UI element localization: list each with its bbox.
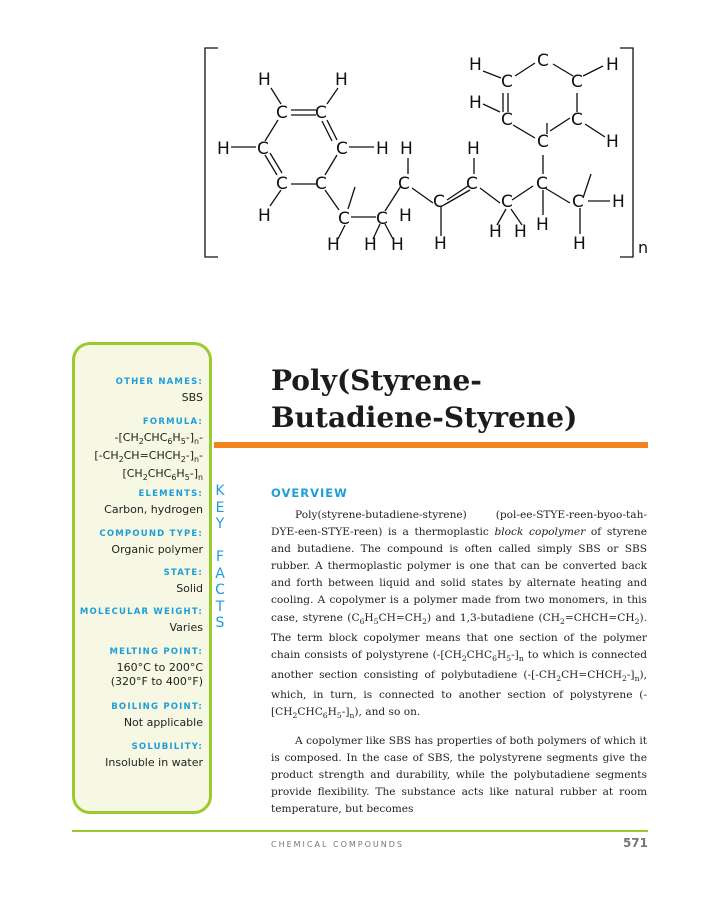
vertical-letter: A	[215, 565, 225, 582]
atom-h: H	[469, 93, 482, 113]
running-footer: CHEMICAL COMPOUNDS	[271, 840, 404, 849]
fact-label: OTHER NAMES:	[115, 377, 203, 387]
atom-c: C	[315, 103, 327, 123]
vertical-letter: K	[215, 483, 225, 499]
atom-h: H	[217, 139, 230, 159]
vertical-letter	[213, 533, 227, 550]
atom-c: C	[572, 192, 584, 212]
atom-h: H	[573, 234, 586, 254]
fact-value: Solid	[176, 582, 203, 595]
atom-c: C	[466, 174, 478, 194]
atom-h: H	[514, 222, 527, 242]
title-line: Poly(Styrene-	[271, 364, 482, 397]
vertical-letter: Y	[215, 516, 225, 532]
atom-h: H	[399, 206, 412, 226]
fact-compound-type	[71, 529, 203, 557]
atom-h: H	[469, 55, 482, 75]
body-paragraph: A copolymer like SBS has properties of both polymers of which it is composed. In the case of SBS, the polystyrene segments give the product strength and durability, while the polybutadiene segments provide flexibility. The substance acts like natural rubber at room temperature, but becomes	[271, 735, 647, 816]
fact-label: MOLECULAR WEIGHT:	[79, 607, 203, 617]
atom-c: C	[571, 72, 583, 92]
title-line: Butadiene-Styrene)	[271, 401, 578, 434]
melting-point-celsius: 160°C to 200°C	[116, 661, 203, 674]
fact-value: Carbon, hydrogen	[104, 503, 203, 516]
footer-divider	[72, 830, 648, 832]
vertical-letter: T	[215, 598, 225, 615]
structural-formula	[0, 0, 705, 280]
formula-line: $[-CH_2CH=CHCH_2-]_n-$	[94, 449, 203, 465]
vertical-letter: C	[215, 582, 225, 598]
fact-label: SOLUBILITY:	[131, 742, 203, 752]
fact-state	[71, 568, 203, 596]
atom-c: C	[433, 192, 445, 212]
atom-h: H	[327, 235, 340, 255]
formula-line: $[CH_2CHC_6H_5-]_n$	[122, 467, 203, 483]
fact-label: FORMULA:	[142, 417, 203, 427]
formula-value	[71, 431, 203, 486]
fact-other-names	[71, 377, 203, 405]
fact-formula	[71, 417, 203, 486]
fact-melting-point	[71, 647, 203, 689]
atom-c: C	[336, 139, 348, 159]
key-facts-sidebar	[72, 342, 212, 814]
atom-h: H	[606, 55, 619, 75]
atom-h: H	[467, 139, 480, 159]
atom-h: H	[536, 215, 549, 235]
body-paragraph: Poly(styrene-butadiene-styrene) (pol-ee-STYE-reen-byoo-tah-DYE-een-STYE-reen) is a thermoplastic block copolymer of styrene and butadiene. The compound is often called simply SBS or SBS rubber. A thermoplastic polymer is one that can be converted back and forth between liquid and solid states by alternate heating and cooling. A copolymer is a polymer made from two monomers, in this case, styrene $(C_6H_5CH=CH_2)$ and 1,3-butadiene $(CH_2=CHCH=CH_2)$. The term block copolymer means that one section of the polymer chain consists of polystyrene ($-[CH_2CHC_6H_5-]_n$ to which is connected another section consisting of polybutadiene $(-[-CH_2CH=CHCH_2-]_n)$, which, in turn, is connected to another section of polystyrene $(-[CH_2CHC_6H_5-]_n)$, and so on.	[271, 509, 648, 721]
fact-label: STATE:	[163, 568, 203, 578]
atom-c: C	[537, 51, 549, 71]
atom-c: C	[536, 174, 548, 194]
vertical-letter: E	[215, 499, 225, 516]
atom-h: H	[391, 235, 404, 255]
formula-line: $-[CH_2CHC_6H_5-]_n-$	[114, 431, 203, 447]
atom-h: H	[258, 206, 271, 226]
right-bracket	[620, 48, 633, 257]
atom-c: C	[398, 174, 410, 194]
melting-point-fahrenheit: (320°F to 400°F)	[110, 675, 203, 688]
atom-c: C	[537, 132, 549, 152]
fact-value: Not applicable	[123, 716, 203, 729]
fact-label: MELTING POINT:	[109, 647, 203, 657]
atom-h: H	[489, 222, 502, 242]
vertical-letter: S	[215, 615, 225, 631]
atom-c: C	[501, 110, 513, 130]
fact-molecular-weight	[71, 607, 203, 635]
fact-value: Organic polymer	[111, 543, 203, 556]
fact-value: Insoluble in water	[105, 756, 203, 769]
atom-c: C	[501, 72, 513, 92]
key-facts-vertical-label	[213, 483, 227, 632]
atom-h: H	[612, 192, 625, 212]
atom-c: C	[276, 103, 288, 123]
atom-c: C	[376, 209, 388, 229]
atom-h: H	[335, 70, 348, 90]
fact-solubility	[71, 742, 203, 770]
atom-h: H	[364, 235, 377, 255]
atom-c: C	[571, 110, 583, 130]
page-number: 571	[622, 836, 648, 850]
atom-h: H	[434, 234, 447, 254]
atom-c: C	[257, 139, 269, 159]
atom-h: H	[400, 139, 413, 159]
title-divider	[214, 442, 648, 448]
atom-c: C	[315, 174, 327, 194]
atom-h: H	[376, 139, 389, 159]
atom-h: H	[258, 70, 271, 90]
atom-h: H	[606, 132, 619, 152]
section-heading: OVERVIEW	[271, 486, 348, 500]
fact-label: BOILING POINT:	[111, 702, 203, 712]
fact-elements	[71, 489, 203, 517]
atom-c: C	[338, 209, 350, 229]
fact-value: Varies	[169, 621, 203, 634]
polymer-subscript: n	[638, 238, 649, 257]
page-title	[271, 362, 651, 436]
vertical-letter: F	[215, 549, 225, 565]
atom-c: C	[276, 174, 288, 194]
fact-boiling-point	[71, 702, 203, 730]
fact-value	[71, 661, 203, 689]
atom-c: C	[501, 192, 513, 212]
fact-label: ELEMENTS:	[138, 489, 203, 499]
fact-value: SBS	[181, 391, 203, 404]
fact-label: COMPOUND TYPE:	[99, 529, 203, 539]
